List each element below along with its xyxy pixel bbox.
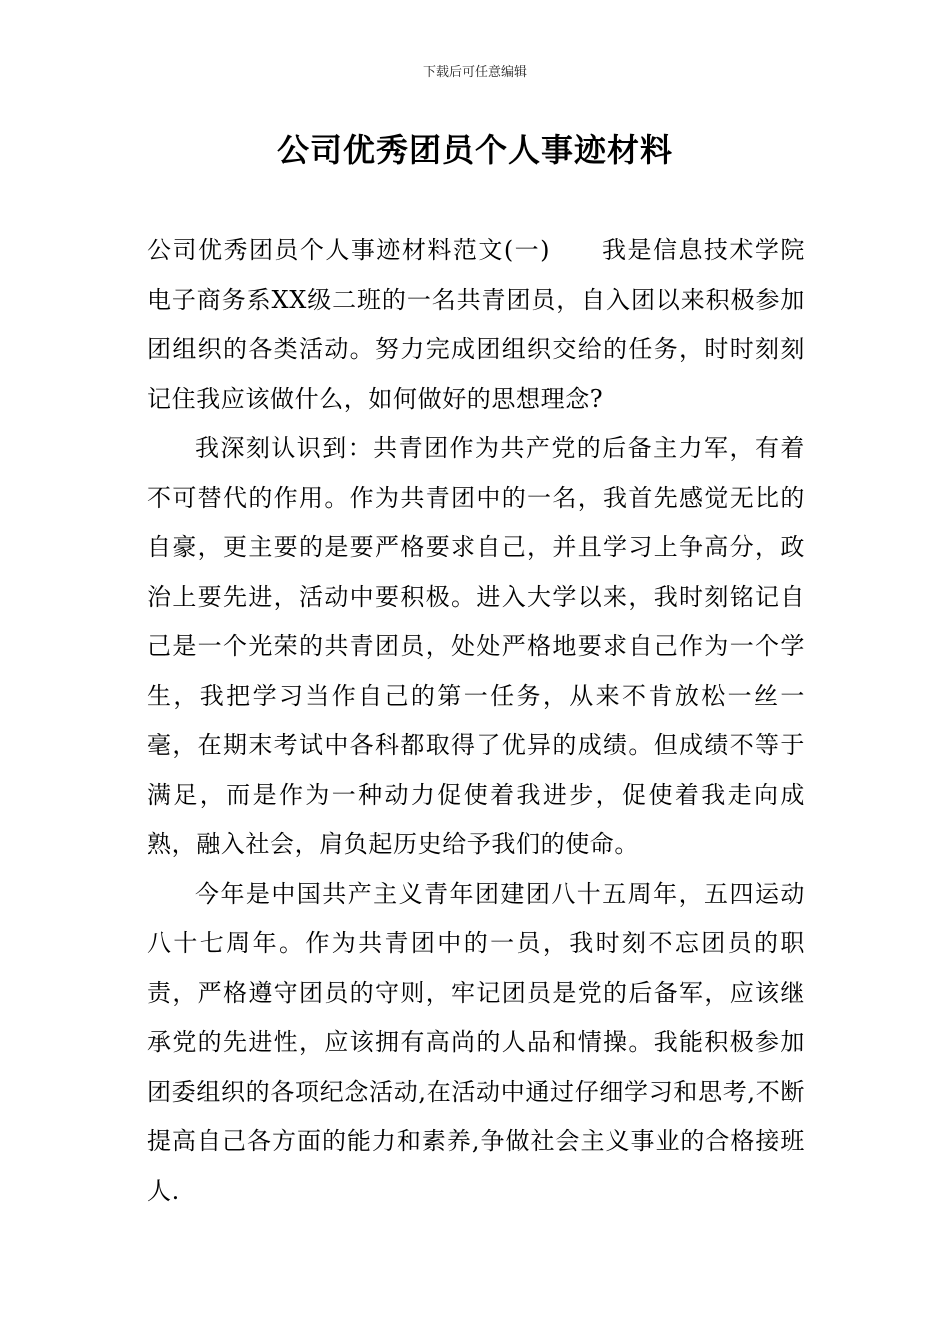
document-body — [147, 226, 805, 1216]
body-paragraph-3: 今年是中国共产主义青年团建团八十五周年，五四运动八十七周年。作为共青团中的一员，我时刻不忘团员的职责，严格遵守团员的守则，牢记团员是党的后备军，应该继承党的先进性，应该拥有高尚的人品和情操。我能积极参加团委组织的各项纪念活动,在活动中通过仔细学习和思考,不断提高自己各方面的能力和素养,争做社会主义事业的合格接班人. — [147, 879, 805, 1205]
body-paragraph-1: 公司优秀团员个人事迹材料范文(一) 我是信息技术学院电子商务系XX级二班的一名共青团员，自入团以来积极参加团组织的各类活动。努力完成团组织交给的任务，时时刻刻记住我应该做什么，如何做好的思想理念? — [147, 236, 805, 413]
page-header-note: 下载后可任意编辑 — [422, 65, 527, 80]
body-paragraph-2: 我深刻认识到：共青团作为共产党的后备主力军，有着不可替代的作用。作为共青团中的一名，我首先感觉无比的自豪，更主要的是要严格要求自己，并且学习上争高分，政治上要先进，活动中要积极。进入大学以来，我时刻铭记自己是一个光荣的共青团员，处处严格地要求自己作为一个学生，我把学习当作自己的第一任务，从来不肯放松一丝一毫，在期末考试中各科都取得了优异的成绩。但成绩不等于满足，而是作为一种动力促使着我进步，促使着我走向成熟，融入社会，肩负起历史给予我们的使命。 — [147, 434, 805, 858]
document-title: 公司优秀团员个人事迹材料 — [276, 131, 673, 169]
